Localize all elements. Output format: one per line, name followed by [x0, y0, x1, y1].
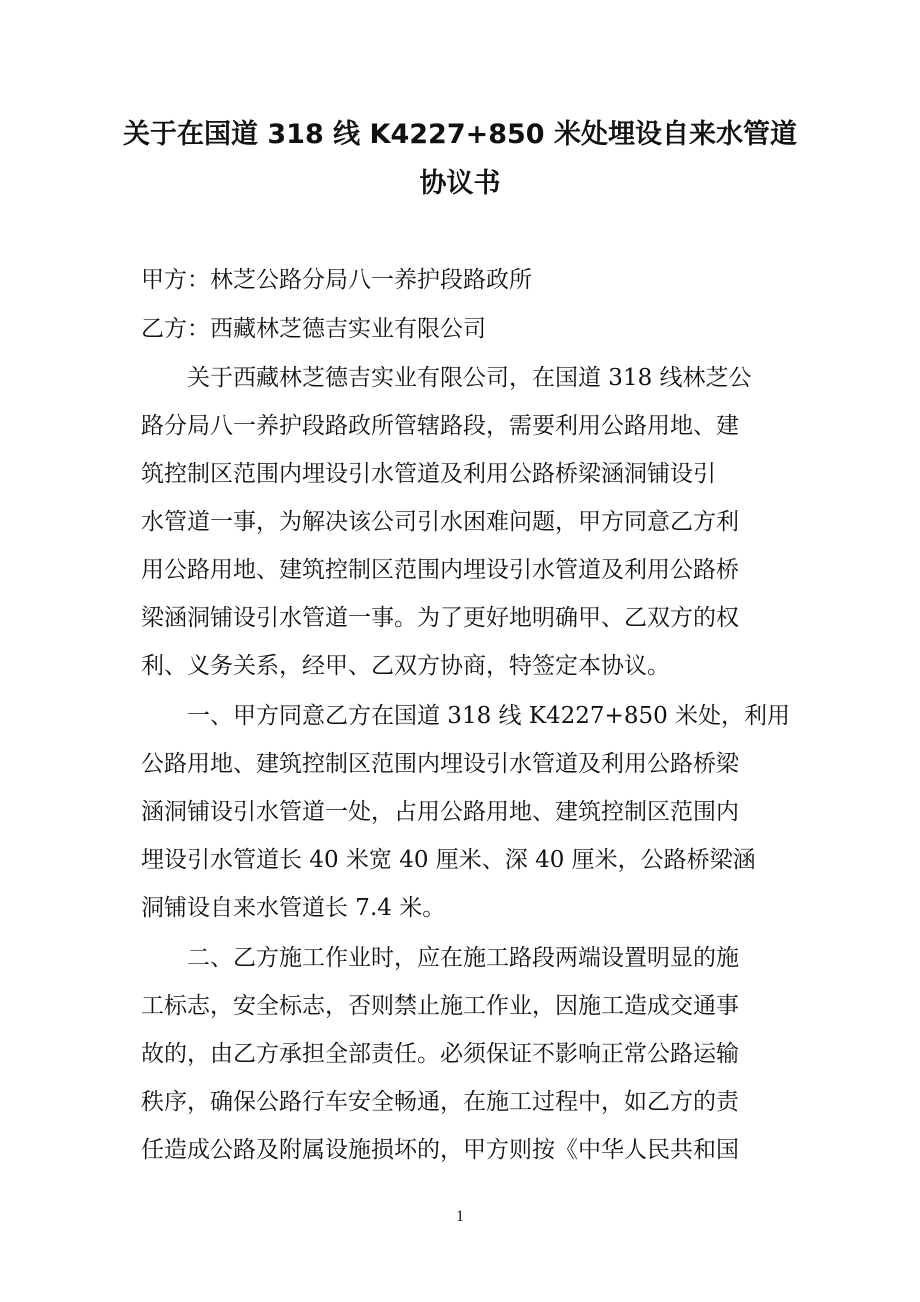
party-b-line: 乙方：西藏林芝德吉实业有限公司	[141, 316, 486, 342]
page-number: 1	[456, 1208, 464, 1225]
body-line: 工标志，安全标志，否则禁止施工作业，因施工造成交通事	[141, 993, 739, 1019]
body-line: 公路用地、建筑控制区范围内埋设引水管道及利用公路桥梁	[141, 751, 739, 777]
body-line: 洞铺设自来水管道长 7.4 米。	[141, 895, 446, 921]
body-line: 水管道一事，为解决该公司引水困难问题，甲方同意乙方利	[141, 509, 739, 535]
body-line: 秩序，确保公路行车安全畅通，在施工过程中，如乙方的责	[141, 1089, 739, 1115]
body-line: 筑控制区范围内埋设引水管道及利用公路桥梁涵洞铺设引	[141, 461, 716, 487]
body-line: 用公路用地、建筑控制区范围内埋设引水管道及利用公路桥	[141, 557, 739, 583]
body-line: 二、乙方施工作业时，应在施工路段两端设置明显的施	[141, 945, 739, 971]
body-line: 梁涵洞铺设引水管道一事。为了更好地明确甲、乙双方的权	[141, 605, 739, 631]
document-title-line-2: 协议书	[419, 168, 501, 199]
body-line: 关于西藏林芝德吉实业有限公司，在国道 318 线林芝公	[141, 365, 752, 391]
body-line: 一、甲方同意乙方在国道 318 线 K4227+850 米处，利用	[141, 703, 791, 729]
body-line: 故的，由乙方承担全部责任。必须保证不影响正常公路运输	[141, 1041, 739, 1067]
body-line: 埋设引水管道长 40 米宽 40 厘米、深 40 厘米，公路桥梁涵	[141, 847, 756, 873]
body-line: 利、义务关系，经甲、乙双方协商，特签定本协议。	[141, 653, 670, 679]
party-a-line: 甲方：林芝公路分局八一养护段路政所	[141, 267, 532, 293]
body-line: 涵洞铺设引水管道一处，占用公路用地、建筑控制区范围内	[141, 799, 739, 825]
body-line: 任造成公路及附属设施损坏的，甲方则按《中华人民共和国	[141, 1137, 739, 1163]
body-line: 路分局八一养护段路政所管辖路段，需要利用公路用地、建	[141, 413, 739, 439]
document-title-line-1: 关于在国道 318 线 K4227+850 米处埋设自来水管道	[122, 119, 797, 150]
